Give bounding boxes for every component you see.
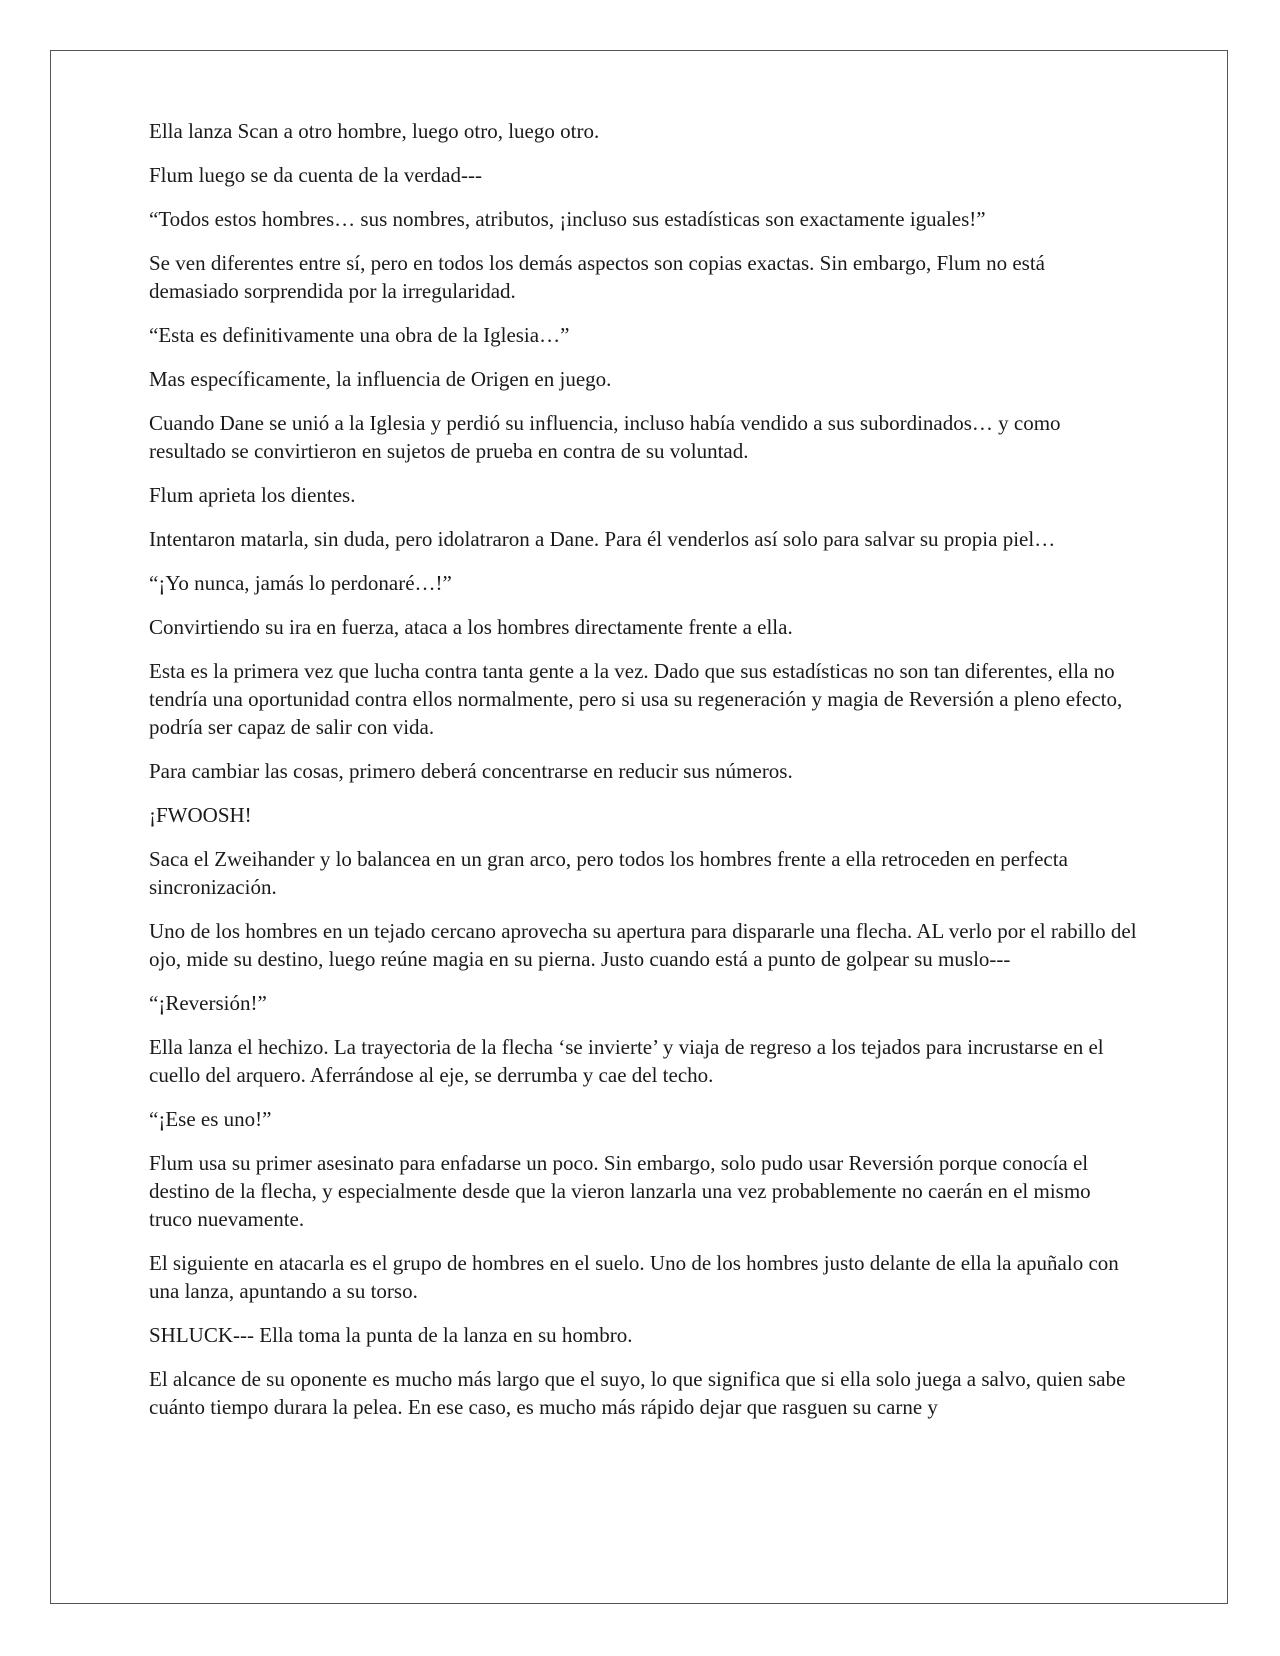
paragraph: Uno de los hombres en un tejado cercano aprovecha su apertura para dispararle una flecha. AL verlo por el rabillo del ojo, mide su destino, luego reúne magia en su pierna. Justo cuando está a punto de golpear su muslo--- — [149, 919, 1137, 971]
paragraph: Flum aprieta los dientes. — [149, 483, 356, 507]
page-body — [149, 117, 1139, 1437]
paragraph: SHLUCK--- Ella toma la punta de la lanza en su hombro. — [149, 1323, 633, 1347]
paragraph: Esta es la primera vez que lucha contra tanta gente a la vez. Dado que sus estadísticas no son tan diferentes, ella no tendría una oportunidad contra ellos normalmente, pero si usa su regeneración y magia de Reversión a pleno efecto, podría ser capaz de salir con vida. — [149, 659, 1123, 739]
paragraph: “¡Yo nunca, jamás lo perdonaré…!” — [149, 571, 452, 595]
paragraph: Ella lanza el hechizo. La trayectoria de la flecha ‘se invierte’ y viaja de regreso a los tejados para incrustarse en el cuello del arquero. Aferrándose al eje, se derrumba y cae del techo. — [149, 1035, 1104, 1087]
paragraph: Flum luego se da cuenta de la verdad--- — [149, 163, 482, 187]
paragraph: Convirtiendo su ira en fuerza, ataca a los hombres directamente frente a ella. — [149, 615, 793, 639]
paragraph: Para cambiar las cosas, primero deberá concentrarse en reducir sus números. — [149, 759, 793, 783]
paragraph: Cuando Dane se unió a la Iglesia y perdió su influencia, incluso había vendido a sus subordinados… y como resultado se convirtieron en sujetos de prueba en contra de su voluntad. — [149, 411, 1061, 463]
paragraph: El siguiente en atacarla es el grupo de hombres en el suelo. Uno de los hombres justo delante de ella la apuñalo con una lanza, apuntando a su torso. — [149, 1251, 1119, 1303]
paragraph: “¡Ese es uno!” — [149, 1107, 272, 1131]
paragraph: Flum usa su primer asesinato para enfadarse un poco. Sin embargo, solo pudo usar Reversión porque conocía el destino de la flecha, y especialmente desde que la vieron lanzarla una vez probablemente no caerán en el mismo truco nuevamente. — [149, 1151, 1091, 1231]
document-page — [50, 50, 1228, 1604]
paragraph: “Esta es definitivamente una obra de la Iglesia…” — [149, 323, 570, 347]
paragraph: Intentaron matarla, sin duda, pero idolatraron a Dane. Para él venderlos así solo para salvar su propia piel… — [149, 527, 1056, 551]
paragraph: ¡FWOOSH! — [149, 803, 252, 827]
paragraph: Saca el Zweihander y lo balancea en un gran arco, pero todos los hombres frente a ella retroceden en perfecta sincronización. — [149, 847, 1068, 899]
paragraph: El alcance de su oponente es mucho más largo que el suyo, lo que significa que si ella solo juega a salvo, quien sabe cuánto tiempo durara la pelea. En ese caso, es mucho más rápido dejar que rasguen su carne y — [149, 1367, 1126, 1419]
paragraph: “Todos estos hombres… sus nombres, atributos, ¡incluso sus estadísticas son exactamente iguales!” — [149, 207, 986, 231]
paragraph: Mas específicamente, la influencia de Origen en juego. — [149, 367, 612, 391]
paragraph: Ella lanza Scan a otro hombre, luego otro, luego otro. — [149, 119, 600, 143]
paragraph: Se ven diferentes entre sí, pero en todos los demás aspectos son copias exactas. Sin embargo, Flum no está demasiado sorprendida por la irregularidad. — [149, 251, 1045, 303]
paragraph: “¡Reversión!” — [149, 991, 267, 1015]
